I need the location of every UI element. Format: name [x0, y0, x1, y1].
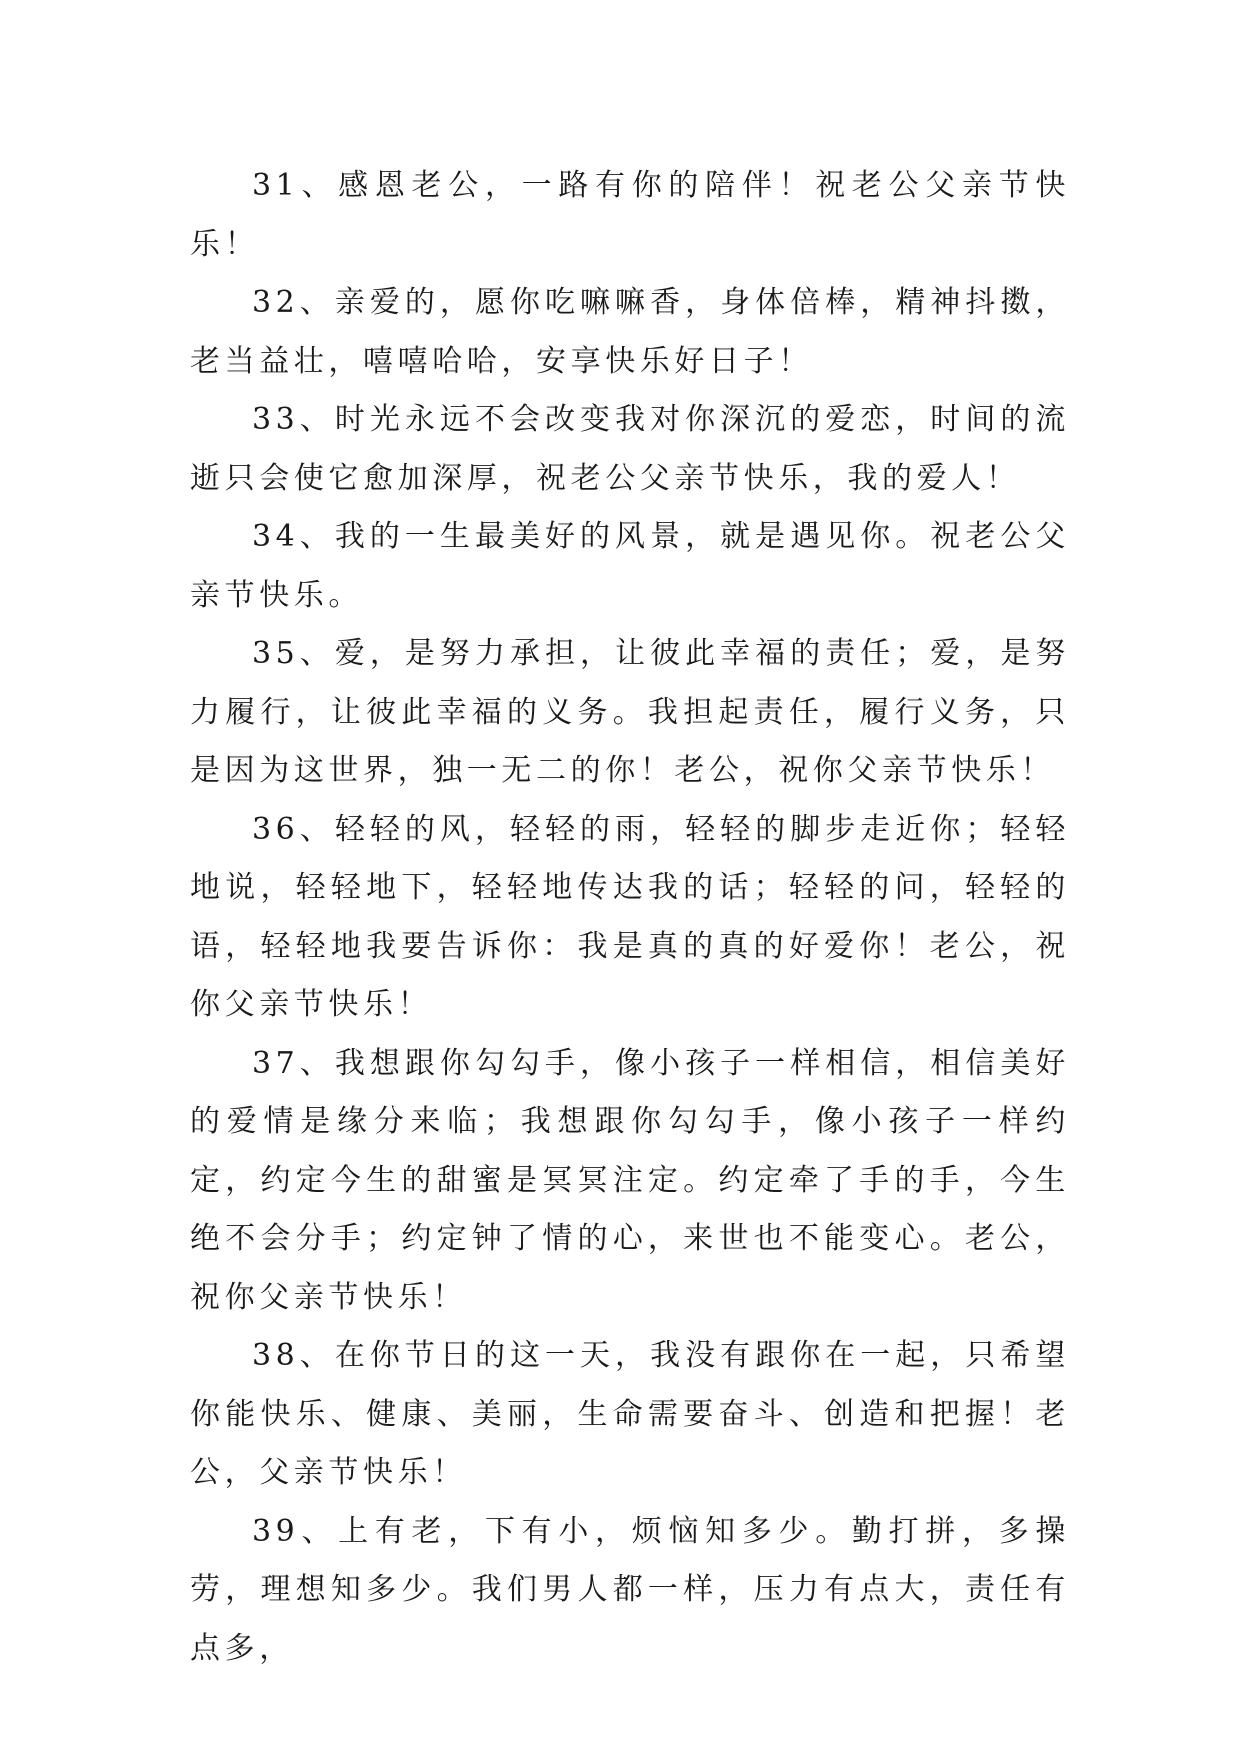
paragraph-32: 32、亲爱的，愿你吃嘛嘛香，身体倍棒，精神抖擞，老当益壮，嘻嘻哈哈，安享快乐好日子！	[190, 285, 1070, 379]
paragraph-34: 34、我的一生最美好的风景，就是遇见你。祝老公父亲节快乐。	[190, 519, 1070, 613]
paragraph-38: 38、在你节日的这一天，我没有跟你在一起，只希望你能快乐、健康、美丽，生命需要奋斗、创造和把握！老公，父亲节快乐！	[190, 1338, 1070, 1490]
paragraph-39: 39、上有老，下有小，烦恼知多少。勤打拼，多操劳，理想知多少。我们男人都一样，压力有点大，责任有点多，	[190, 1513, 1070, 1666]
paragraph-37: 37、我想跟你勾勾手，像小孩子一样相信，相信美好的爱情是缘分来临；我想跟你勾勾手，像小孩子一样约定，约定今生的甜蜜是冥冥注定。约定牵了手的手，今生绝不会分手；约定钟了情的心，来世也不能变心。老公，祝你父亲节快乐！	[190, 1045, 1070, 1315]
document-body	[190, 157, 1070, 1678]
paragraph-36: 36、轻轻的风，轻轻的雨，轻轻的脚步走近你；轻轻地说，轻轻地下，轻轻地传达我的话；轻轻的问，轻轻的语，轻轻地我要告诉你：我是真的真的好爱你！老公，祝你父亲节快乐！	[190, 811, 1070, 1022]
paragraph-33: 33、时光永远不会改变我对你深沉的爱恋，时间的流逝只会使它愈加深厚，祝老公父亲节快乐，我的爱人！	[190, 402, 1070, 496]
paragraph-31: 31、感恩老公，一路有你的陪伴！祝老公父亲节快乐！	[190, 168, 1070, 262]
paragraph-35: 35、爱，是努力承担，让彼此幸福的责任；爱，是努力履行，让彼此幸福的义务。我担起责任，履行义务，只是因为这世界，独一无二的你！老公，祝你父亲节快乐！	[190, 636, 1070, 788]
